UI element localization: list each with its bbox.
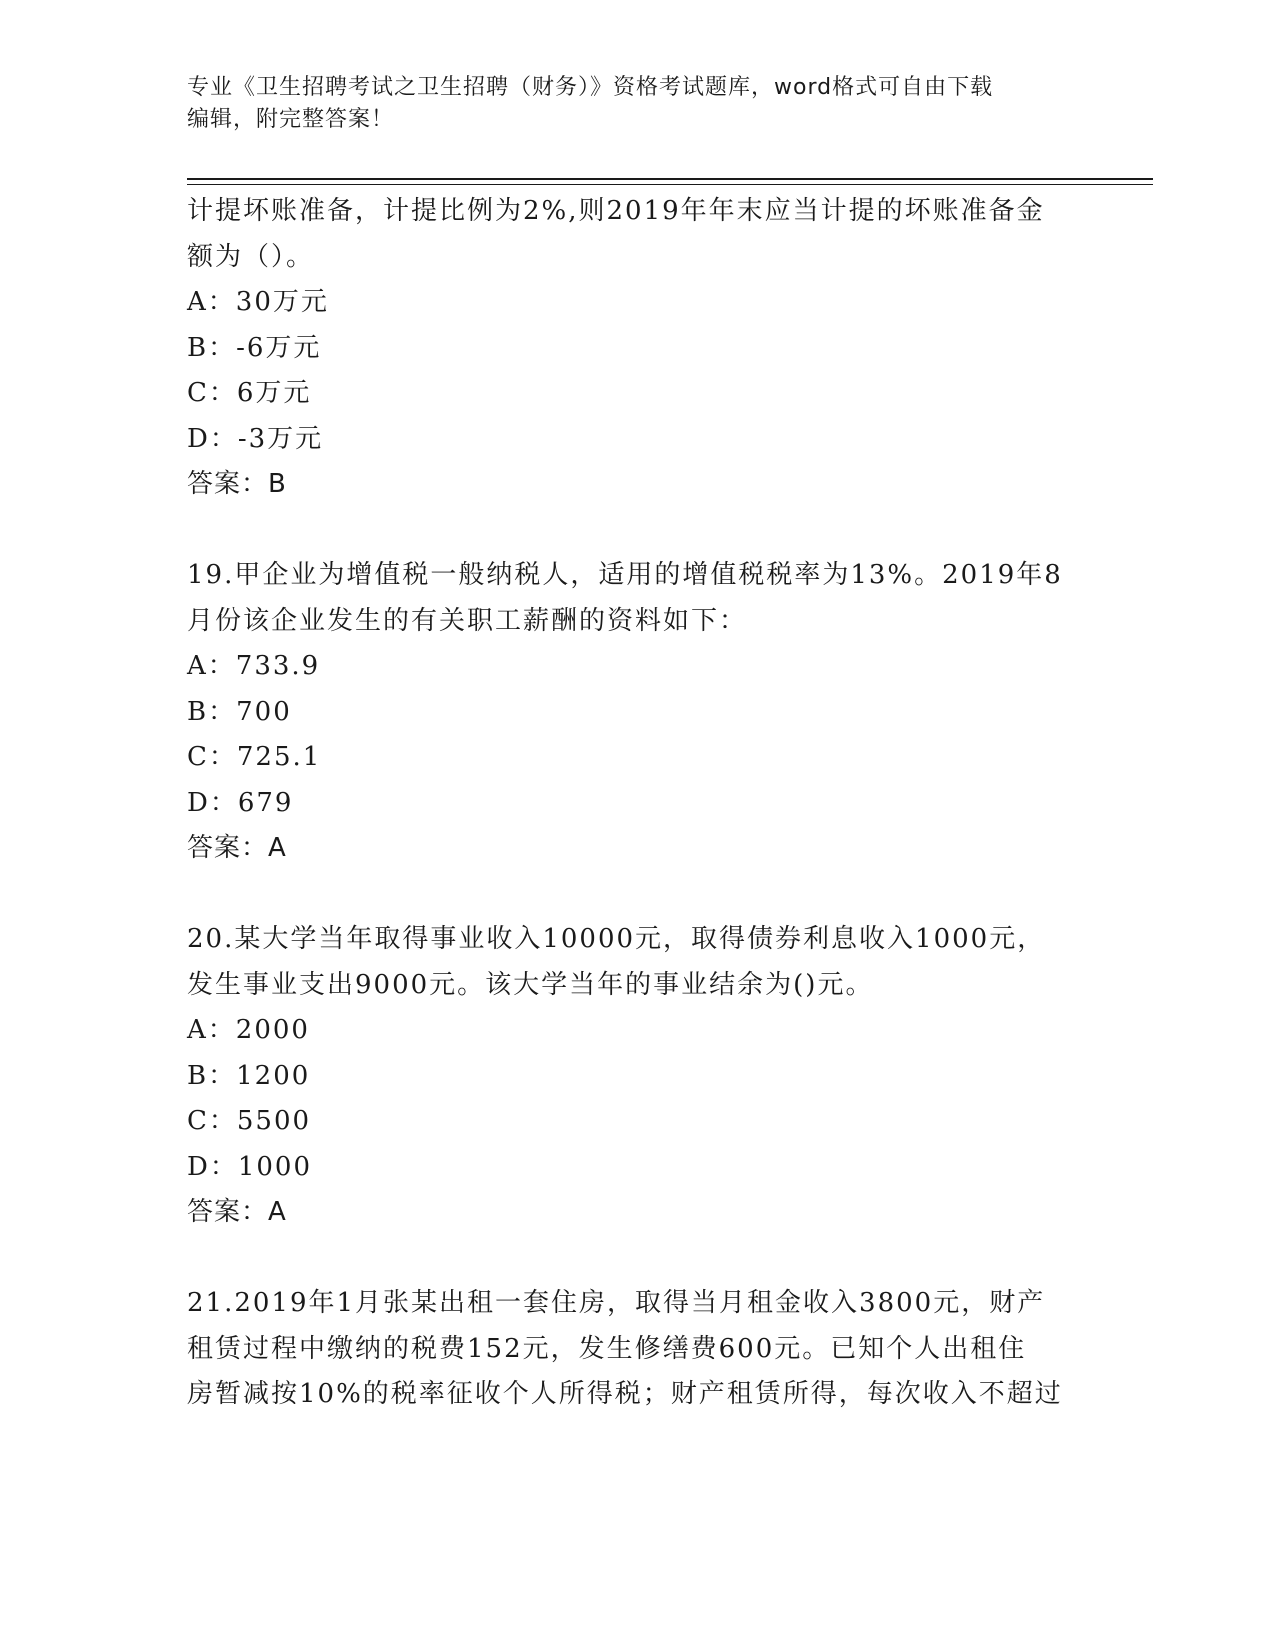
- answer-line: 答案：A: [187, 833, 287, 863]
- option-b: B：1200: [187, 1060, 311, 1091]
- option-b: B：-6万元: [187, 332, 322, 363]
- question-stem-line: 发生事业支出9000元。该大学当年的事业结余为()元。: [187, 969, 874, 1000]
- question-stem-line: 房暂减按10%的税率征收个人所得税；财产租赁所得，每次收入不超过: [187, 1379, 1063, 1409]
- option-a: A：733.9: [187, 651, 321, 681]
- question-18: [187, 189, 1087, 508]
- option-c: C：725.1: [187, 742, 322, 772]
- question-20: [187, 917, 1087, 1236]
- spacer: [187, 872, 1087, 918]
- option-d: D：1000: [187, 1151, 313, 1182]
- option-b: B：700: [187, 696, 292, 727]
- option-c: C：5500: [187, 1106, 312, 1136]
- spacer: [187, 1236, 1087, 1282]
- option-a: A：2000: [187, 1015, 310, 1045]
- question-stem-line: 19.甲企业为增值税一般纳税人，适用的增值税税率为13%。2019年8: [187, 560, 1063, 590]
- question-stem-line: 21.2019年1月张某出租一套住房，取得当月租金收入3800元，财产: [187, 1288, 1046, 1318]
- question-stem-line: 月份该企业发生的有关职工薪酬的资料如下：: [187, 605, 748, 636]
- answer-line: 答案：B: [187, 469, 287, 499]
- header-line-2: 编辑，附完整答案！: [187, 107, 395, 132]
- header-rule-thick: [187, 178, 1153, 180]
- option-d: D：679: [187, 787, 294, 818]
- header-rule-thin: [187, 184, 1153, 185]
- spacer: [187, 508, 1087, 554]
- question-stem-line: 20.某大学当年取得事业收入10000元，取得债券利息收入1000元，: [187, 924, 1046, 954]
- option-c: C：6万元: [187, 378, 312, 408]
- option-a: A：30万元: [187, 287, 329, 317]
- question-19: [187, 553, 1087, 872]
- page-header: [187, 72, 1067, 136]
- answer-line: 答案：A: [187, 1197, 287, 1227]
- question-stem-line: 额为（）。: [187, 241, 315, 272]
- document-body: [187, 189, 1087, 1418]
- header-line-1: 专业《卫生招聘考试之卫生招聘（财务）》资格考试题库，word格式可自由下载: [187, 75, 994, 100]
- question-stem-line: 计提坏账准备，计提比例为2%,则2019年年末应当计提的坏账准备金: [187, 196, 1045, 226]
- option-d: D：-3万元: [187, 423, 324, 454]
- question-stem-line: 租赁过程中缴纳的税费152元，发生修缮费600元。已知个人出租住: [187, 1333, 1027, 1364]
- question-21: [187, 1281, 1087, 1418]
